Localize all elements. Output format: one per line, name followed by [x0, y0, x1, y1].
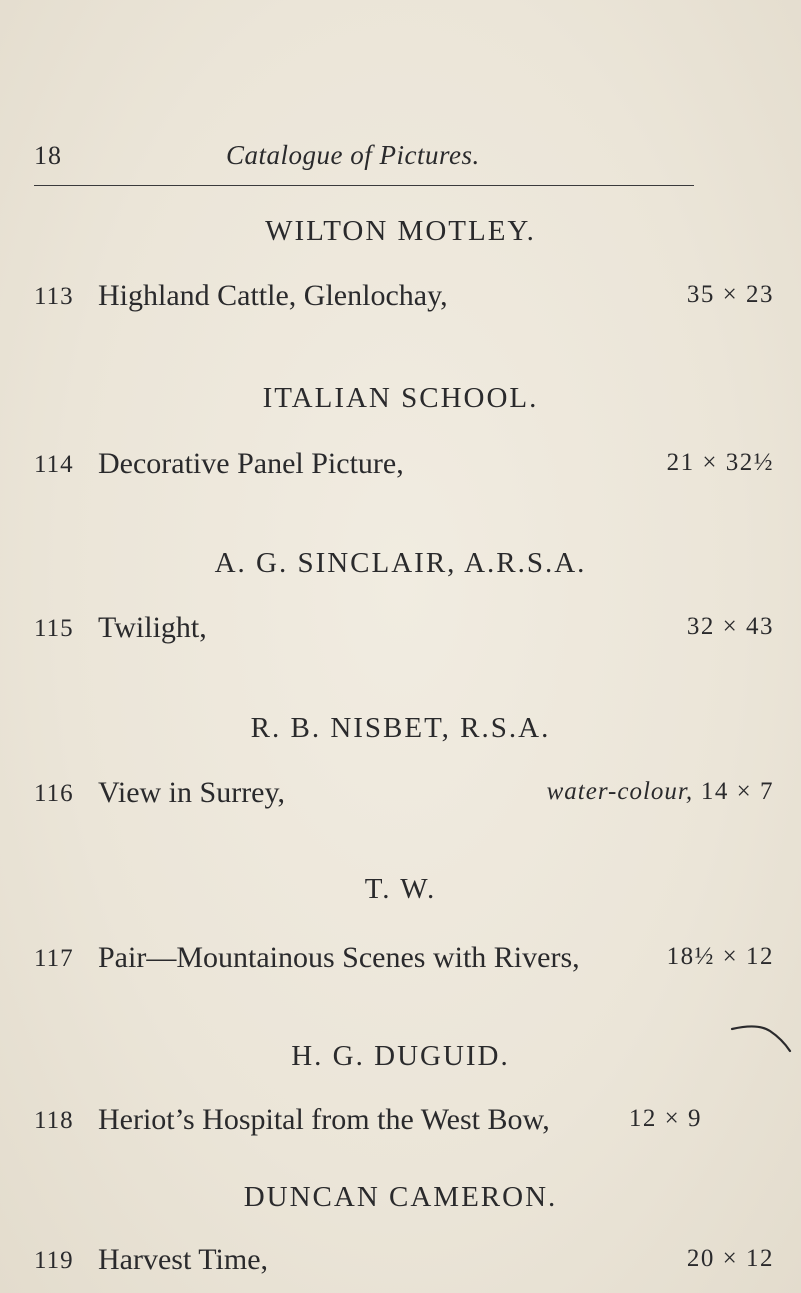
catalogue-entry-114 [34, 447, 774, 487]
artist-heading-duguid: H. G. DUGUID. [291, 1040, 510, 1072]
entry-number: 117 [34, 945, 74, 972]
entry-title: View in Surrey, [98, 776, 286, 809]
entry-size: 18½ × 12 [666, 943, 774, 970]
artist-heading-nisbet: R. B. NISBET, R.S.A. [250, 712, 551, 744]
entry-number: 118 [34, 1107, 74, 1134]
entry-dimensions: 14 × 7 [700, 778, 774, 805]
entry-number: 114 [34, 451, 74, 478]
catalogue-entry-118 [34, 1103, 774, 1143]
entry-number: 115 [34, 615, 74, 642]
entry-size [547, 778, 774, 806]
entry-title: Decorative Panel Picture, [98, 447, 404, 480]
entry-title: Heriot’s Hospital from the West Bow, [98, 1103, 550, 1136]
catalogue-entry-113 [34, 279, 774, 319]
pen-mark-icon [730, 1025, 794, 1055]
entry-size: 32 × 43 [686, 613, 774, 640]
entry-size: 20 × 12 [686, 1245, 774, 1272]
artist-heading-italian-school: ITALIAN SCHOOL. [262, 382, 539, 414]
artist-heading-tw: T. W. [364, 873, 437, 905]
header-rule [34, 185, 694, 186]
artist-heading-wilton-motley: WILTON MOTLEY. [265, 215, 536, 247]
entry-size: 12 × 9 [628, 1105, 702, 1132]
artist-heading-cameron: DUNCAN CAMERON. [243, 1181, 558, 1213]
artist-heading-sinclair: A. G. SINCLAIR, A.R.S.A. [214, 547, 587, 579]
page-number: 18 [34, 141, 62, 170]
entry-medium: water-colour, [546, 778, 694, 805]
entry-number: 113 [34, 283, 74, 310]
entry-title: Pair—Mountainous Scenes with Rivers, [98, 941, 580, 974]
catalogue-entry-119 [34, 1243, 774, 1283]
entry-size: 35 × 23 [686, 281, 774, 308]
catalogue-entry-117 [34, 941, 774, 981]
entry-number: 119 [34, 1247, 74, 1274]
entry-title: Highland Cattle, Glenlochay, [98, 279, 448, 312]
catalogue-entry-115 [34, 611, 774, 651]
entry-title: Twilight, [98, 611, 207, 644]
entry-title: Harvest Time, [98, 1243, 269, 1276]
catalogue-entry-116 [34, 776, 774, 816]
running-title: Catalogue of Pictures. [226, 140, 480, 170]
entry-size: 21 × 32½ [666, 449, 774, 476]
entry-number: 116 [34, 780, 74, 807]
